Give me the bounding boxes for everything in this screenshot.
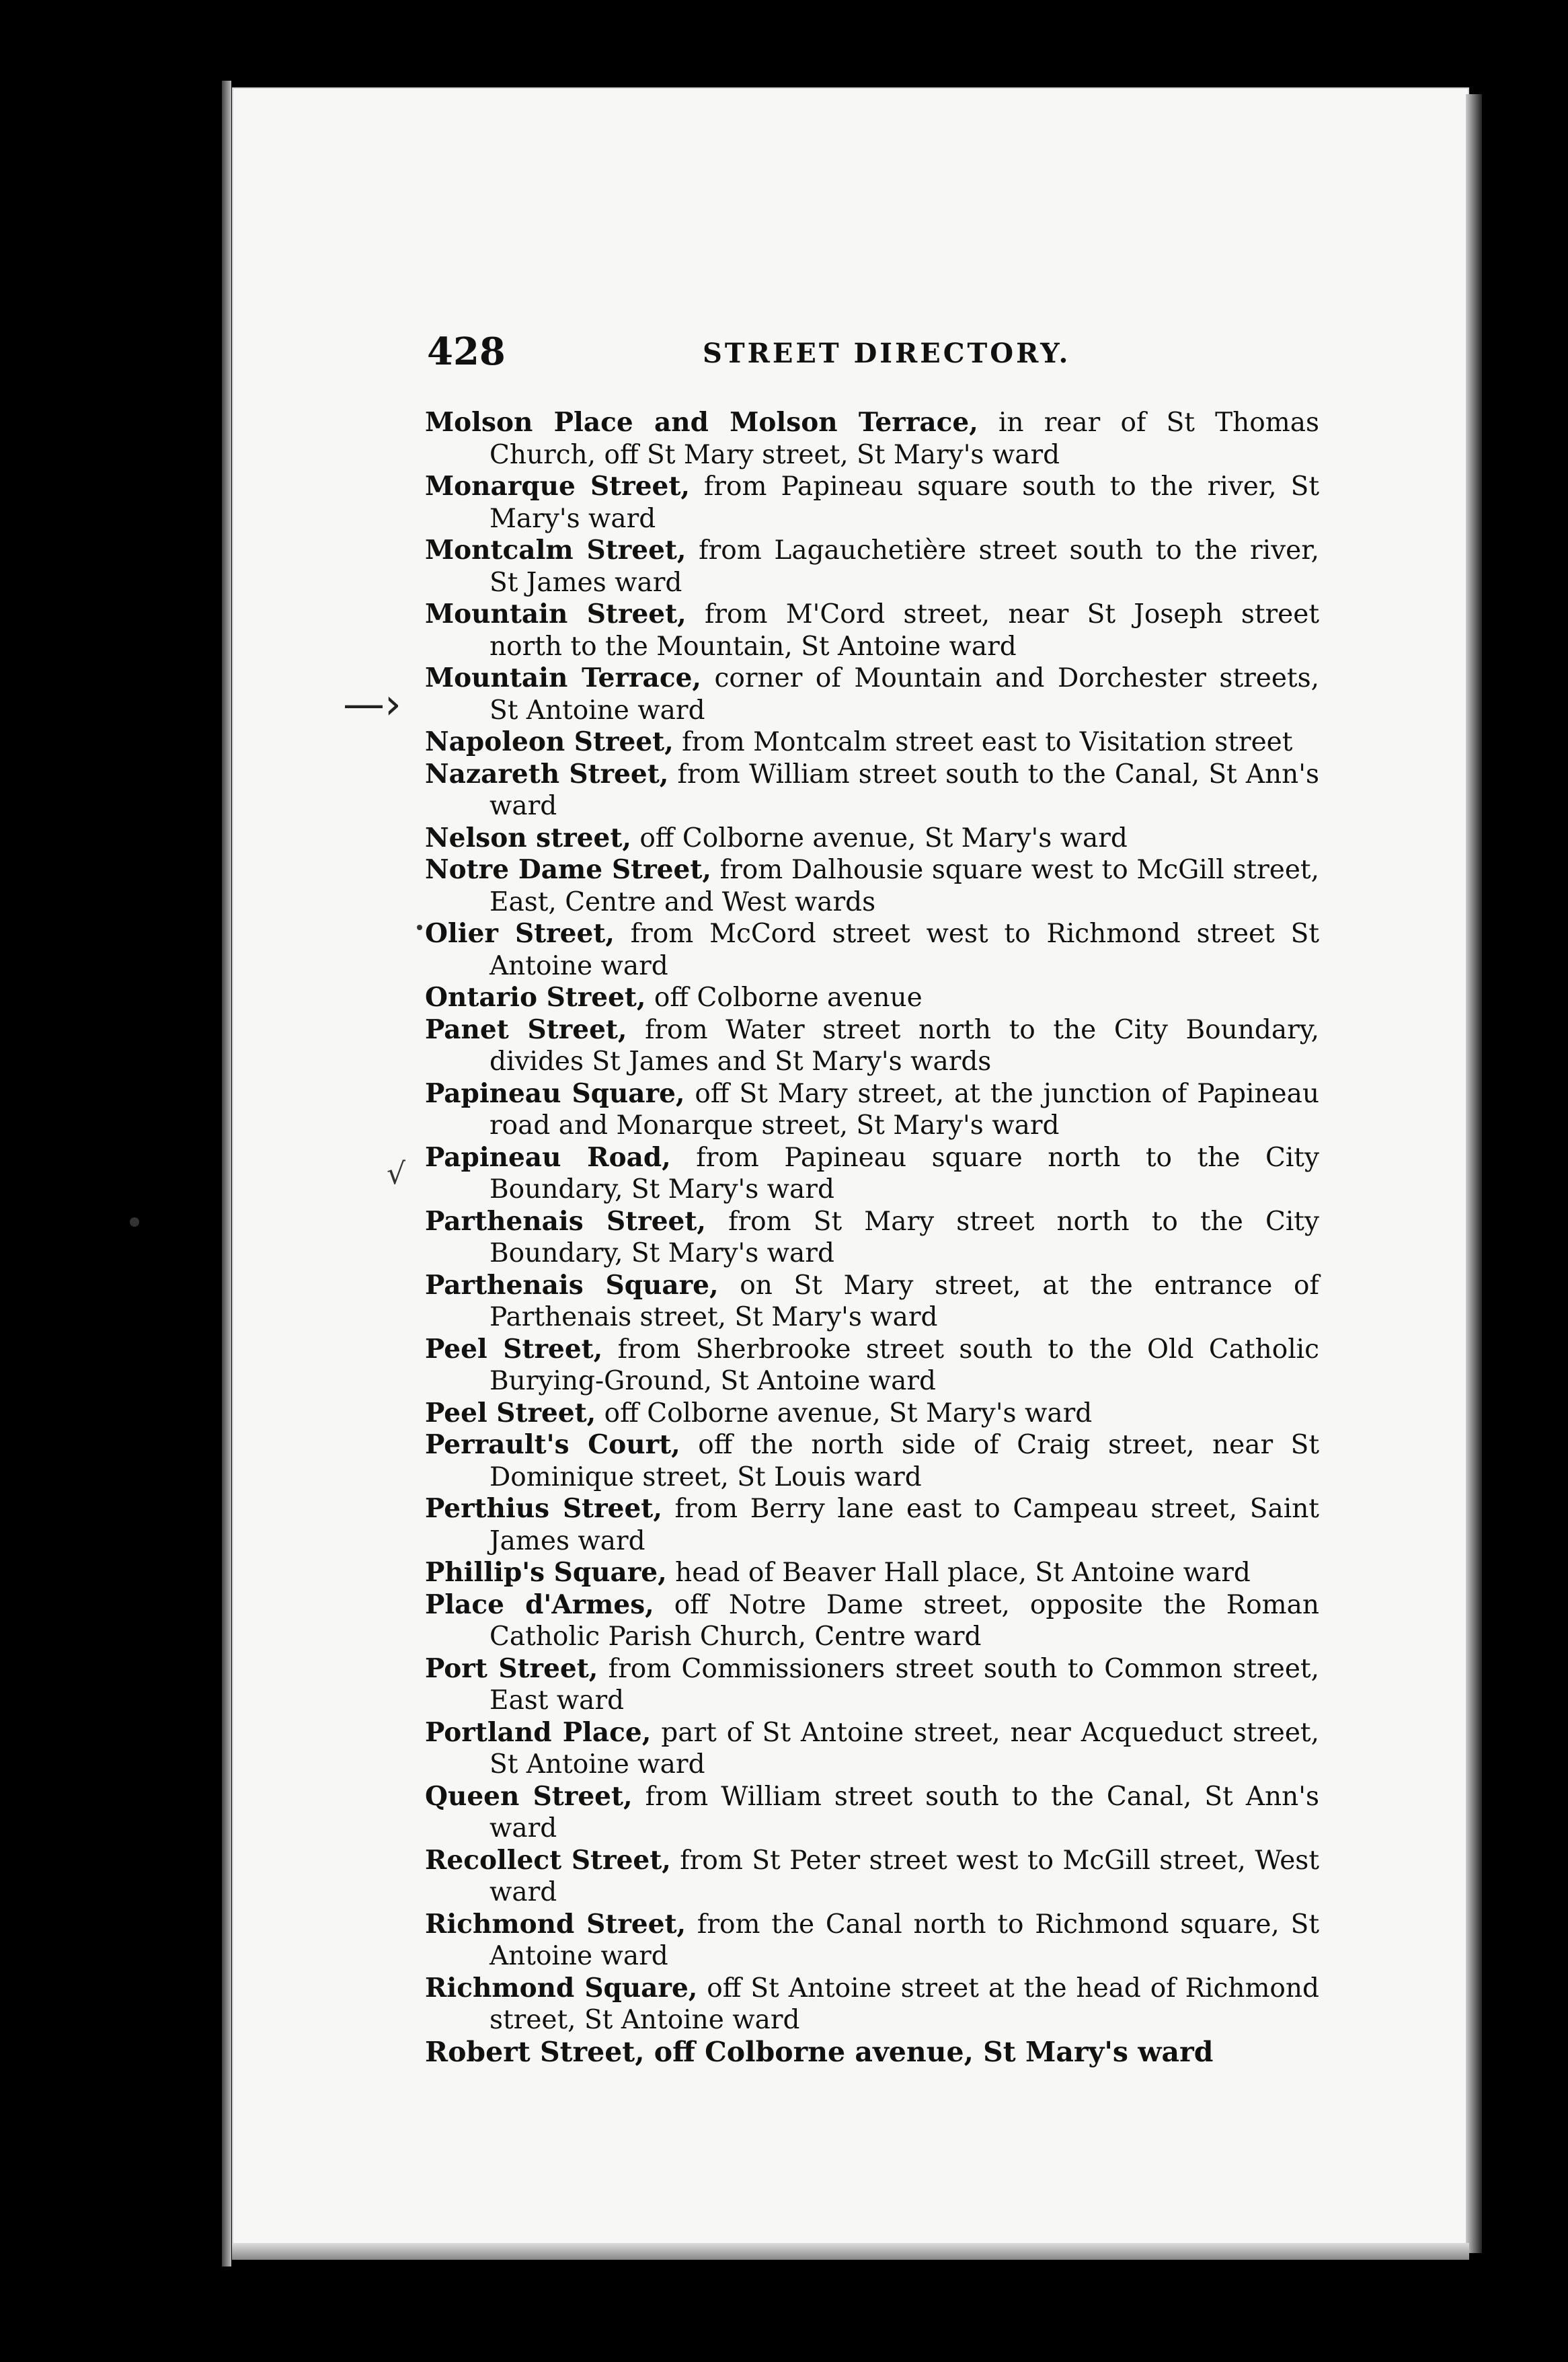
entry-place-darmes: Place d'Armes, off Notre Dame street, opposite the Roman Catholic Parish Church, Centre ward xyxy=(425,1589,1319,1652)
entry-mountain-street: Mountain Street, from M'Cord street, near St Joseph street north to the Mountain, St Antoine ward xyxy=(425,599,1319,662)
entry-peel-street-colborne: Peel Street, off Colborne avenue, St Mary's ward xyxy=(425,1397,1093,1428)
street-entries xyxy=(425,407,1319,2068)
entry-monarque-street: Monarque Street, from Papineau square south to the river, St Mary's ward xyxy=(425,471,1319,534)
page-bottom-shadow xyxy=(232,2243,1469,2260)
entry-papineau-square: Papineau Square, off St Mary street, at the junction of Papineau road and Monarque street, St Mary's ward xyxy=(425,1077,1319,1141)
entry-recollect-street: Recollect Street, from St Peter street west to McGill street, West ward xyxy=(425,1844,1319,1907)
entry-montcalm-street: Montcalm Street, from Lagauchetière street south to the river, St James ward xyxy=(425,535,1319,598)
entry-port-street: Port Street, from Commissioners street south to Common street, East ward xyxy=(425,1652,1319,1716)
entry-perraults-court: Perrault's Court, off the north side of Craig street, near St Dominique street, St Louis ward xyxy=(425,1429,1319,1492)
entry-ontario-street: Ontario Street, off Colborne avenue xyxy=(425,982,923,1013)
entry-parthenais-street: Parthenais Street, from St Mary street north to the City Boundary, St Mary's ward xyxy=(425,1205,1319,1268)
entry-nazareth-street: Nazareth Street, from William street south to the Canal, St Ann's ward xyxy=(425,758,1319,821)
entry-richmond-square: Richmond Square, off St Antoine street at the head of Richmond street, St Antoine ward xyxy=(425,1972,1319,2035)
page-edge-right xyxy=(1466,94,1482,2253)
entry-peel-street-sherbrooke: Peel Street, from Sherbrooke street south to the Old Catholic Burying-Ground, St Antoine ward xyxy=(425,1333,1319,1396)
margin-dot xyxy=(130,1217,139,1227)
entry-nelson-street: Nelson street, off Colborne avenue, St Mary's ward xyxy=(425,822,1128,853)
entry-napoleon-street: Napoleon Street, from Montcalm street east to Visitation street xyxy=(425,726,1293,757)
entry-richmond-street: Richmond Street, from the Canal north to Richmond square, St Antoine ward xyxy=(425,1908,1319,1971)
entry-perthius-street: Perthius Street, from Berry lane east to Campeau street, Saint James ward xyxy=(425,1493,1319,1556)
entry-robert-street: Robert Street, off Colborne avenue, St Mary's ward xyxy=(425,2035,1214,2068)
entry-queen-street: Queen Street, from William street south to the Canal, St Ann's ward xyxy=(425,1780,1319,1843)
page-header xyxy=(427,330,1315,377)
page-number: 428 xyxy=(427,330,506,374)
entry-papineau-road: Papineau Road, from Papineau square north to the City Boundary, St Mary's ward xyxy=(425,1141,1319,1205)
entry-molson-place: Molson Place and Molson Terrace, in rear of St Thomas Church, off St Mary street, St Mary's ward xyxy=(425,407,1319,470)
page-edge-left xyxy=(222,81,231,2266)
entry-panet-street: Panet Street, from Water street north to the City Boundary, divides St James and St Mary's wards xyxy=(425,1014,1319,1077)
entry-parthenais-square: Parthenais Square, on St Mary street, at the entrance of Parthenais street, St Mary's ward xyxy=(425,1269,1319,1332)
entry-phillips-square: Phillip's Square, head of Beaver Hall place, St Antoine ward xyxy=(425,1557,1251,1588)
margin-arrow-icon: —› xyxy=(343,679,401,728)
entry-mountain-terrace: Mountain Terrace, corner of Mountain and Dorchester streets, St Antoine ward xyxy=(425,662,1320,726)
margin-check-icon: √ xyxy=(387,1157,406,1191)
entry-olier-street: Olier Street, from McCord street west to Richmond street St Antoine ward xyxy=(425,918,1319,981)
entry-notre-dame-street: Notre Dame Street, from Dalhousie square west to McGill street, East, Centre and West wards xyxy=(425,854,1319,917)
entry-portland-place: Portland Place, part of St Antoine street, near Acqueduct street, St Antoine ward xyxy=(425,1716,1319,1780)
margin-dot xyxy=(417,925,422,930)
running-title: STREET DIRECTORY. xyxy=(703,338,1071,369)
